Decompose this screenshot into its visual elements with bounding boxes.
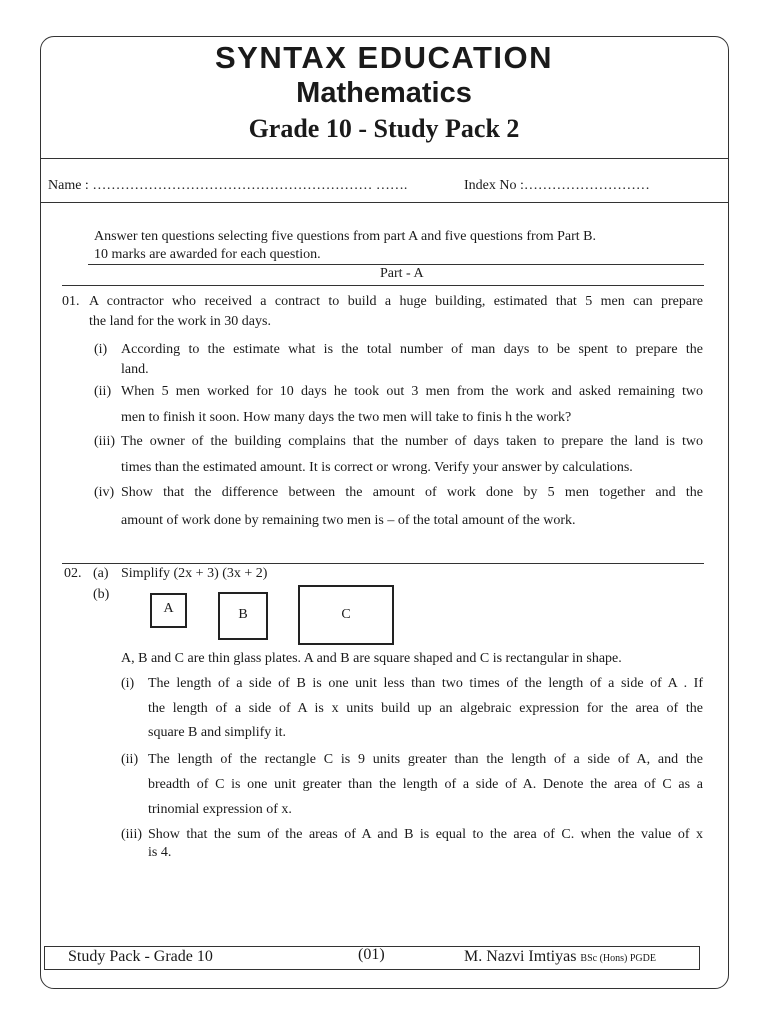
instruction-divider: [88, 264, 704, 265]
footer-page-number: (01): [358, 946, 385, 963]
q1-item-label: (iv): [94, 485, 115, 500]
index-field: Index No :………………………: [464, 178, 650, 193]
q1-stem-line-2: the land for the work in 30 days.: [89, 314, 271, 329]
header-divider: [40, 158, 729, 159]
plate-b: [218, 592, 268, 640]
question-divider: [62, 563, 704, 564]
q1-item-text: Show that the difference between the amount of work done by 5 men together and the: [121, 485, 703, 500]
org-title: SYNTAX EDUCATION: [214, 40, 554, 75]
q2-item-text: trinomial expression of x.: [148, 802, 292, 817]
footer-pack-label: Study Pack - Grade 10: [68, 948, 213, 965]
plate-a-label: A: [163, 601, 174, 616]
name-field: Name : …………………………………………………… …….: [48, 178, 408, 193]
part-divider: [62, 285, 704, 286]
q2-item-text: square B and simplify it.: [148, 725, 287, 740]
footer-author: [464, 948, 656, 966]
q2-item-text: the length of a side of A is x units build up an algebraic expression for the area of the: [148, 701, 703, 716]
q1-item-text: land.: [121, 362, 149, 377]
q2-item-text: Show that the sum of the areas of A and B is equal to the area of C. when the value of x: [148, 827, 703, 842]
q2-item-text: breadth of C is one unit greater than the length of a side of A. Denote the area of C as a: [148, 777, 703, 792]
q2-item-label: (ii): [121, 752, 139, 767]
q1-item-text: The owner of the building complains that the number of days taken to prepare the land is two: [121, 434, 703, 449]
q2-b-description: A, B and C are thin glass plates. A and B are square shaped and C is rectangular in shape.: [121, 651, 622, 666]
q2-a-label: (a): [93, 566, 109, 581]
footer-author-name: M. Nazvi Imtiyas: [464, 948, 577, 965]
q2-item-text: The length of a side of B is one unit less than two times of the length of a side of A . If: [148, 676, 703, 691]
q1-item-text: amount of work done by remaining two men is – of the total amount of the work.: [121, 513, 576, 528]
plate-a: [150, 593, 187, 628]
info-divider: [40, 202, 729, 203]
q1-stem-line-1: A contractor who received a contract to build a huge building, estimated that 5 men can prepare: [89, 294, 703, 309]
q2-item-label: (iii): [121, 827, 142, 842]
footer-author-credentials: BSc (Hons) PGDE: [580, 953, 656, 964]
q2-b-label: (b): [93, 587, 110, 602]
q1-item-text: When 5 men worked for 10 days he took out 3 men from the work and asked remaining two: [121, 384, 703, 399]
q1-number: 01.: [62, 294, 80, 309]
q1-item-label: (ii): [94, 384, 112, 399]
q1-item-text: men to finish it soon. How many days the two men will take to finis h the work?: [121, 410, 572, 425]
plate-b-label: B: [238, 607, 248, 622]
q1-item-text: According to the estimate what is the total number of man days to be spent to prepare the: [121, 342, 703, 357]
q2-a-text: Simplify (2x + 3) (3x + 2): [121, 566, 268, 581]
q2-item-label: (i): [121, 676, 135, 691]
part-label: Part - A: [380, 266, 424, 281]
q2-item-text: is 4.: [148, 845, 172, 860]
subject-title: Mathematics: [296, 77, 472, 109]
plate-c-label: C: [341, 607, 351, 622]
q1-item-label: (iii): [94, 434, 115, 449]
q2-number: 02.: [64, 566, 82, 581]
pack-title: Grade 10 - Study Pack 2: [248, 114, 520, 143]
q1-item-label: (i): [94, 342, 108, 357]
plate-c: [298, 585, 394, 645]
instruction-line-2: 10 marks are awarded for each question.: [94, 247, 321, 262]
instruction-line-1: Answer ten questions selecting five questions from part A and five questions from Part B.: [94, 229, 596, 244]
q2-item-text: The length of the rectangle C is 9 units greater than the length of a side of A, and the: [148, 752, 703, 767]
q1-item-text: times than the estimated amount. It is correct or wrong. Verify your answer by calculations.: [121, 460, 633, 475]
